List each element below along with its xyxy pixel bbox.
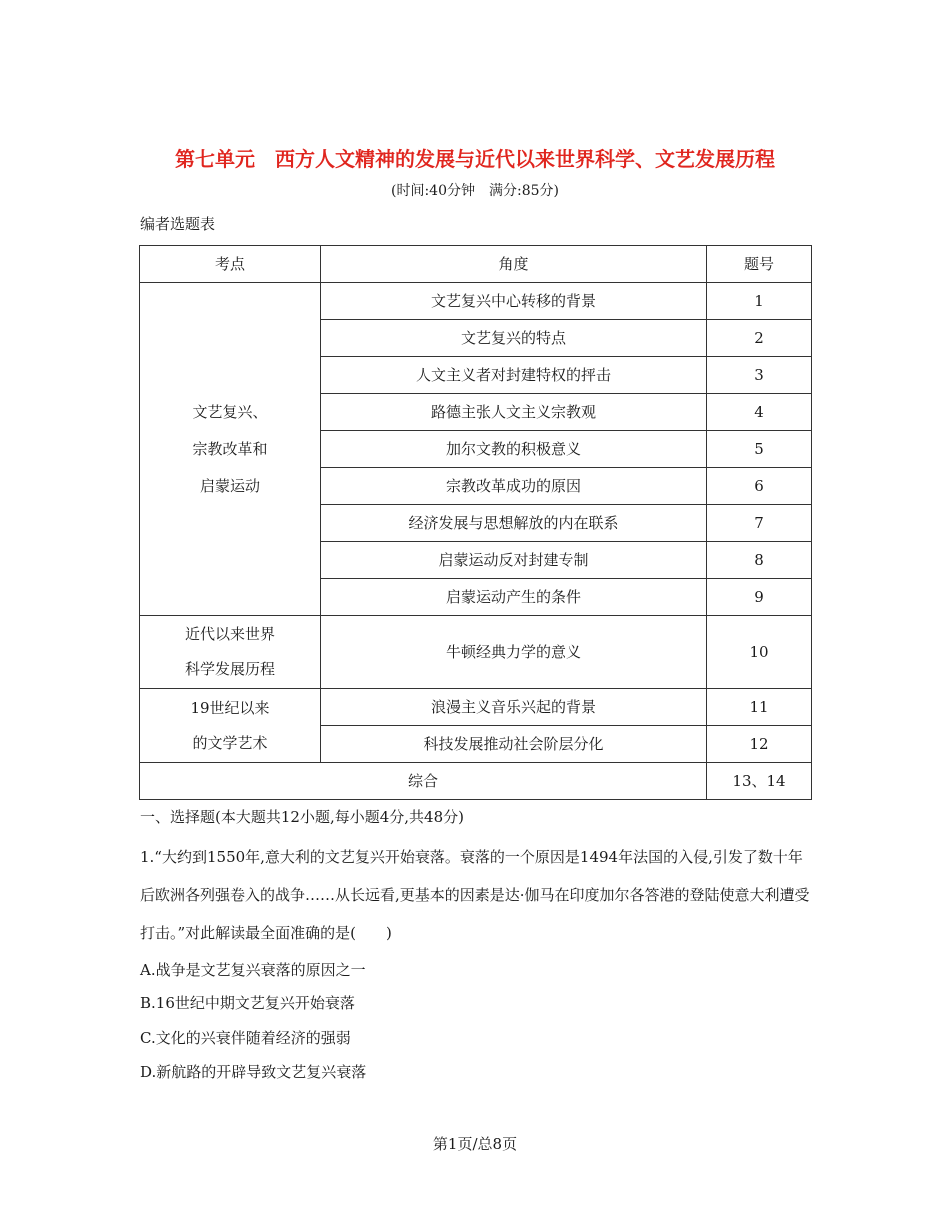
table-row	[140, 689, 812, 726]
table-row	[140, 283, 812, 320]
number-cell: 3	[707, 357, 812, 394]
number-cell: 9	[707, 579, 812, 616]
angle-cell: 文艺复兴中心转移的背景	[321, 283, 707, 320]
number-cell: 2	[707, 320, 812, 357]
topic-cell-renaissance: 文艺复兴、 宗教改革和 启蒙运动	[140, 283, 321, 616]
exam-info: (时间:40分钟 满分:85分)	[391, 183, 559, 199]
header-number: 题号	[707, 246, 812, 283]
angle-cell: 启蒙运动产生的条件	[321, 579, 707, 616]
table-summary-row	[140, 763, 812, 800]
angle-cell: 浪漫主义音乐兴起的背景	[321, 689, 707, 726]
angle-cell: 路德主张人文主义宗教观	[321, 394, 707, 431]
angle-cell: 经济发展与思想解放的内在联系	[321, 505, 707, 542]
number-cell: 6	[707, 468, 812, 505]
option-c: C.文化的兴衰伴随着经济的强弱	[140, 1029, 351, 1047]
summary-label: 综合	[140, 763, 707, 800]
topic-cell-science: 近代以来世界 科学发展历程	[140, 616, 321, 689]
number-cell: 12	[707, 726, 812, 763]
table-row	[140, 616, 812, 689]
angle-cell: 启蒙运动反对封建专制	[321, 542, 707, 579]
unit-title: 第七单元 西方人文精神的发展与近代以来世界科学、文艺发展历程	[175, 147, 775, 171]
table-header-row	[140, 246, 812, 283]
option-b: B.16世纪中期文艺复兴开始衰落	[140, 994, 355, 1012]
angle-cell: 人文主义者对封建特权的抨击	[321, 357, 707, 394]
page-footer: 第1页/总8页	[432, 1135, 518, 1153]
number-cell: 10	[707, 616, 812, 689]
topic-table	[139, 245, 812, 800]
number-cell: 7	[707, 505, 812, 542]
header-angle: 角度	[321, 246, 707, 283]
number-cell: 4	[707, 394, 812, 431]
number-cell: 11	[707, 689, 812, 726]
topic-cell-literature: 19世纪以来 的文学艺术	[140, 689, 321, 763]
summary-number: 13、14	[707, 763, 812, 800]
number-cell: 8	[707, 542, 812, 579]
angle-cell: 加尔文教的积极意义	[321, 431, 707, 468]
header-topic: 考点	[140, 246, 321, 283]
option-a: A.战争是文艺复兴衰落的原因之一	[140, 961, 366, 979]
angle-cell: 牛顿经典力学的意义	[321, 616, 707, 689]
question-1-stem: 1.“大约到1550年,意大利的文艺复兴开始衰落。衰落的一个原因是1494年法国的入侵,引发了数十年后欧洲各列强卷入的战争……从长远看,更基本的因素是达·伽马在印度加尔各答港的登陆使意大利遭受打击。”对此解读最全面准确的是( )	[140, 848, 810, 942]
angle-cell: 文艺复兴的特点	[321, 320, 707, 357]
angle-cell: 宗教改革成功的原因	[321, 468, 707, 505]
number-cell: 5	[707, 431, 812, 468]
number-cell: 1	[707, 283, 812, 320]
section-heading: 一、选择题(本大题共12小题,每小题4分,共48分)	[140, 808, 464, 826]
angle-cell: 科技发展推动社会阶层分化	[321, 726, 707, 763]
option-d: D.新航路的开辟导致文艺复兴衰落	[140, 1063, 367, 1081]
table-caption: 编者选题表	[140, 215, 216, 233]
